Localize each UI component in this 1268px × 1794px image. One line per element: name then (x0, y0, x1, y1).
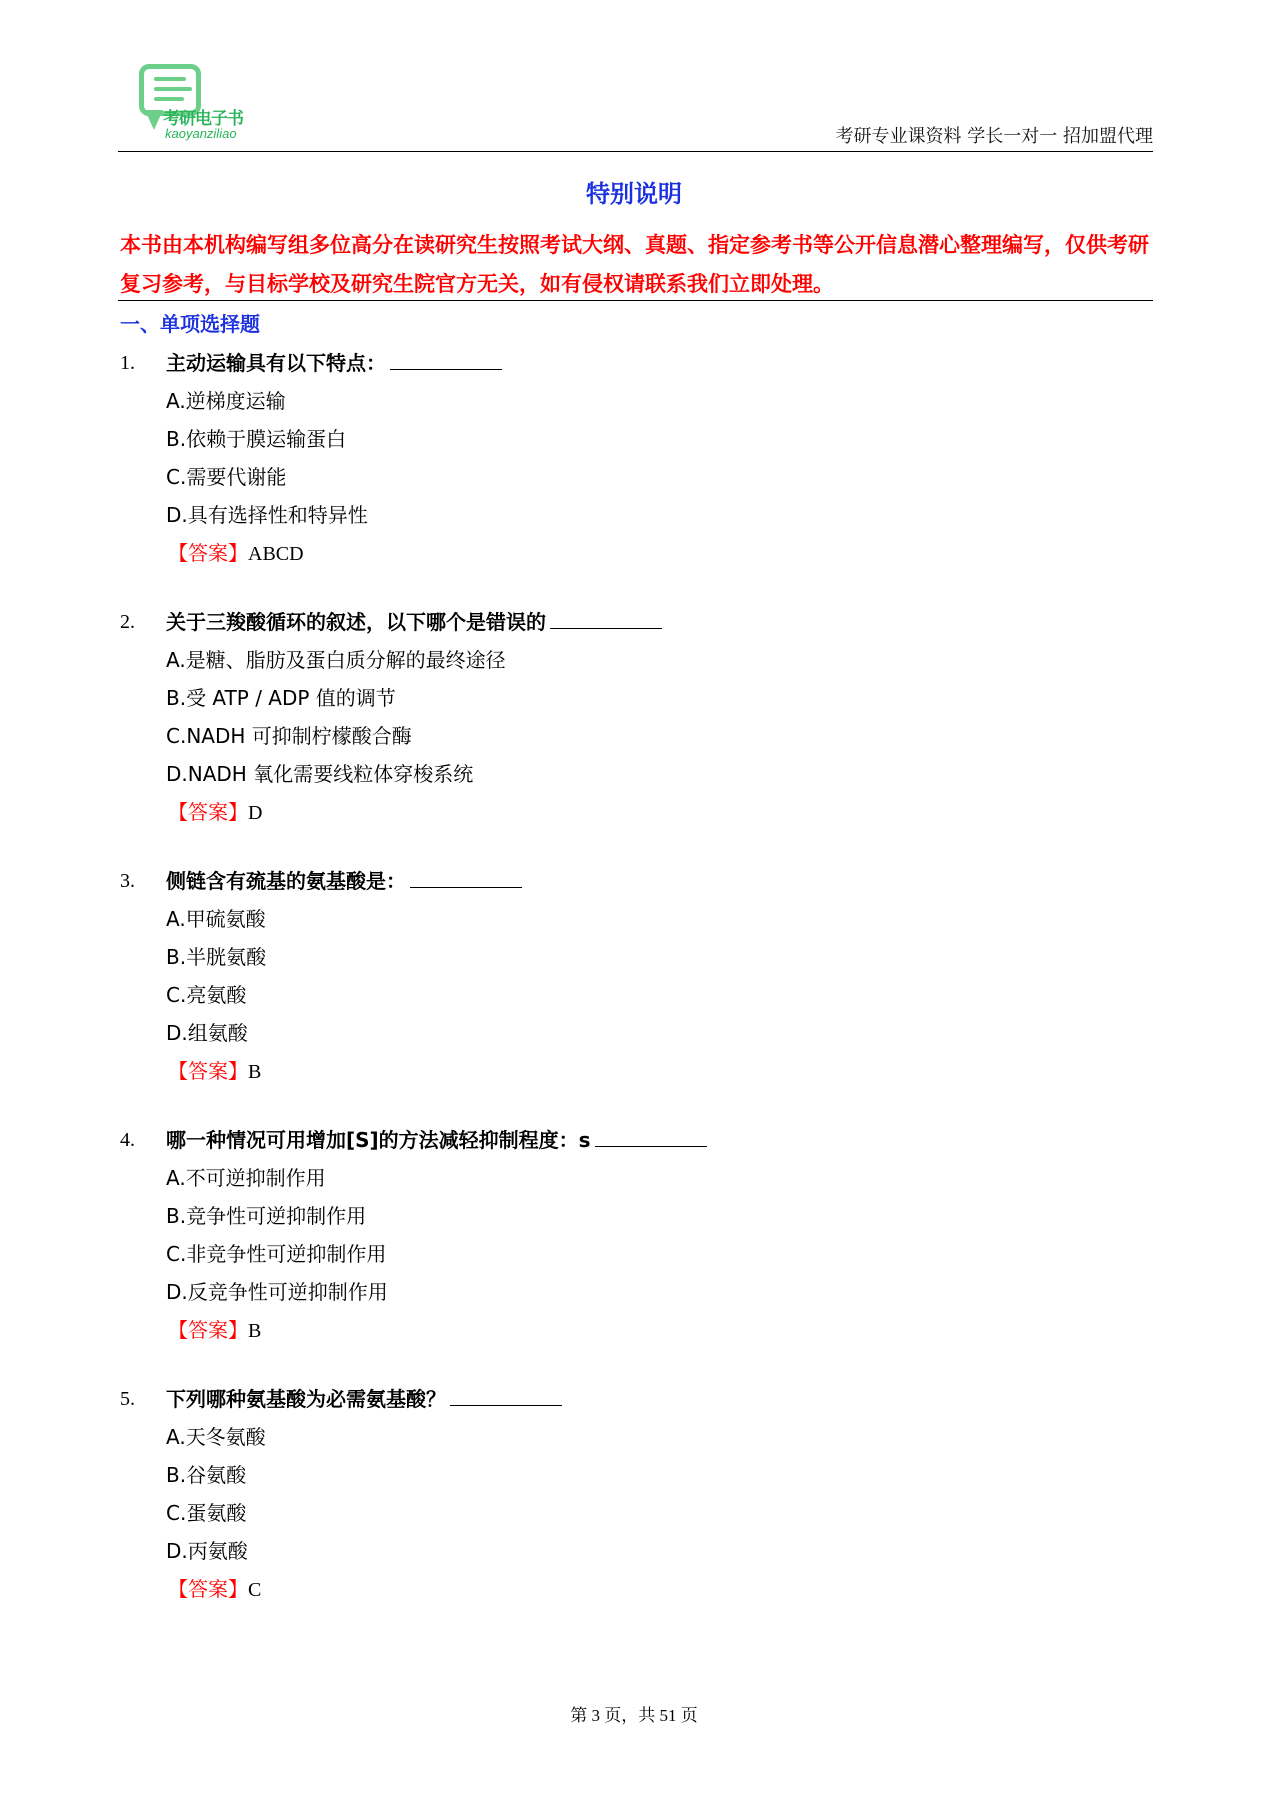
answer-value: C (248, 1579, 262, 1601)
answer-blank (595, 1124, 707, 1147)
question-list (120, 344, 1160, 1639)
option-a: A.甲硫氨酸 (166, 907, 266, 931)
option-b: B.半胱氨酸 (166, 945, 267, 969)
option-b: B.竞争性可逆抑制作用 (166, 1204, 367, 1228)
answer-label: 【答案】 (168, 541, 248, 565)
answer-label: 【答案】 (168, 1059, 248, 1083)
answer-line (120, 1052, 1160, 1090)
question-2 (120, 603, 1160, 831)
question-number: 4. (120, 1129, 135, 1151)
speech-bubble-tail-icon (145, 110, 163, 130)
option-b: B.谷氨酸 (166, 1463, 247, 1487)
question-number: 1. (120, 352, 135, 374)
option-a: A.天冬氨酸 (166, 1425, 266, 1449)
option-c: C.蛋氨酸 (166, 1501, 247, 1525)
question-number: 3. (120, 870, 135, 892)
option-d: D.丙氨酸 (166, 1539, 248, 1563)
option-d: D.反竞争性可逆抑制作用 (166, 1280, 388, 1304)
question-number: 5. (120, 1388, 135, 1410)
option-b: B.依赖于膜运输蛋白 (166, 427, 347, 451)
logo-text-cn: 考研电子书 (163, 109, 243, 129)
answer-value: ABCD (248, 543, 304, 565)
option-a: A.是糖、脂肪及蛋白质分解的最终途径 (166, 648, 506, 672)
question-text: 侧链含有巯基的氨基酸是： (166, 862, 522, 900)
notice-title: 特别说明 (586, 180, 682, 208)
question-1 (120, 344, 1160, 572)
option-b: B.受 ATP / ADP 值的调节 (166, 686, 396, 710)
answer-value: B (248, 1061, 262, 1083)
section-title: 一、单项选择题 (120, 312, 260, 336)
question-text: 关于三羧酸循环的叙述，以下哪个是错误的 (166, 603, 662, 641)
question-3 (120, 862, 1160, 1090)
question-5 (120, 1380, 1160, 1608)
question-text: 下列哪种氨基酸为必需氨基酸？ (166, 1380, 562, 1418)
option-d: D.具有选择性和特异性 (166, 503, 368, 527)
answer-label: 【答案】 (168, 800, 248, 824)
page-number: 第 3 页，共 51 页 (570, 1706, 698, 1725)
answer-blank (550, 606, 662, 629)
answer-line (120, 793, 1160, 831)
option-c: C.亮氨酸 (166, 983, 247, 1007)
option-c: C.需要代谢能 (166, 465, 287, 489)
question-text: 哪一种情况可用增加[S]的方法减轻抑制程度：s (166, 1121, 707, 1159)
option-d: D.NADH 氧化需要线粒体穿梭系统 (166, 762, 474, 786)
option-a: A.逆梯度运输 (166, 389, 286, 413)
notice-body: 本书由本机构编写组多位高分在读研究生按照考试大纲、真题、指定参考书等公开信息潜心整理编写，仅供考研复习参考，与目标学校及研究生院官方无关，如有侵权请联系我们立即处理。 (120, 233, 1149, 296)
answer-label: 【答案】 (168, 1318, 248, 1342)
answer-line (120, 1570, 1160, 1608)
option-d: D.组氨酸 (166, 1021, 248, 1045)
header-slogan: 考研专业课资料 学长一对一 招加盟代理 (835, 126, 1153, 147)
logo-text-en: kaoyanziliao (165, 126, 237, 141)
section-divider (118, 300, 1153, 301)
header-divider (118, 151, 1153, 152)
question-4 (120, 1121, 1160, 1349)
answer-label: 【答案】 (168, 1577, 248, 1601)
answer-blank (390, 347, 502, 370)
question-text: 主动运输具有以下特点： (166, 344, 502, 382)
brand-logo (125, 58, 275, 150)
answer-value: B (248, 1320, 262, 1342)
answer-line (120, 1311, 1160, 1349)
question-number: 2. (120, 611, 135, 633)
answer-blank (450, 1383, 562, 1406)
option-c: C.非竞争性可逆抑制作用 (166, 1242, 387, 1266)
answer-line (120, 534, 1160, 572)
option-c: C.NADH 可抑制柠檬酸合酶 (166, 724, 412, 748)
answer-value: D (248, 802, 263, 824)
option-a: A.不可逆抑制作用 (166, 1166, 326, 1190)
answer-blank (410, 865, 522, 888)
